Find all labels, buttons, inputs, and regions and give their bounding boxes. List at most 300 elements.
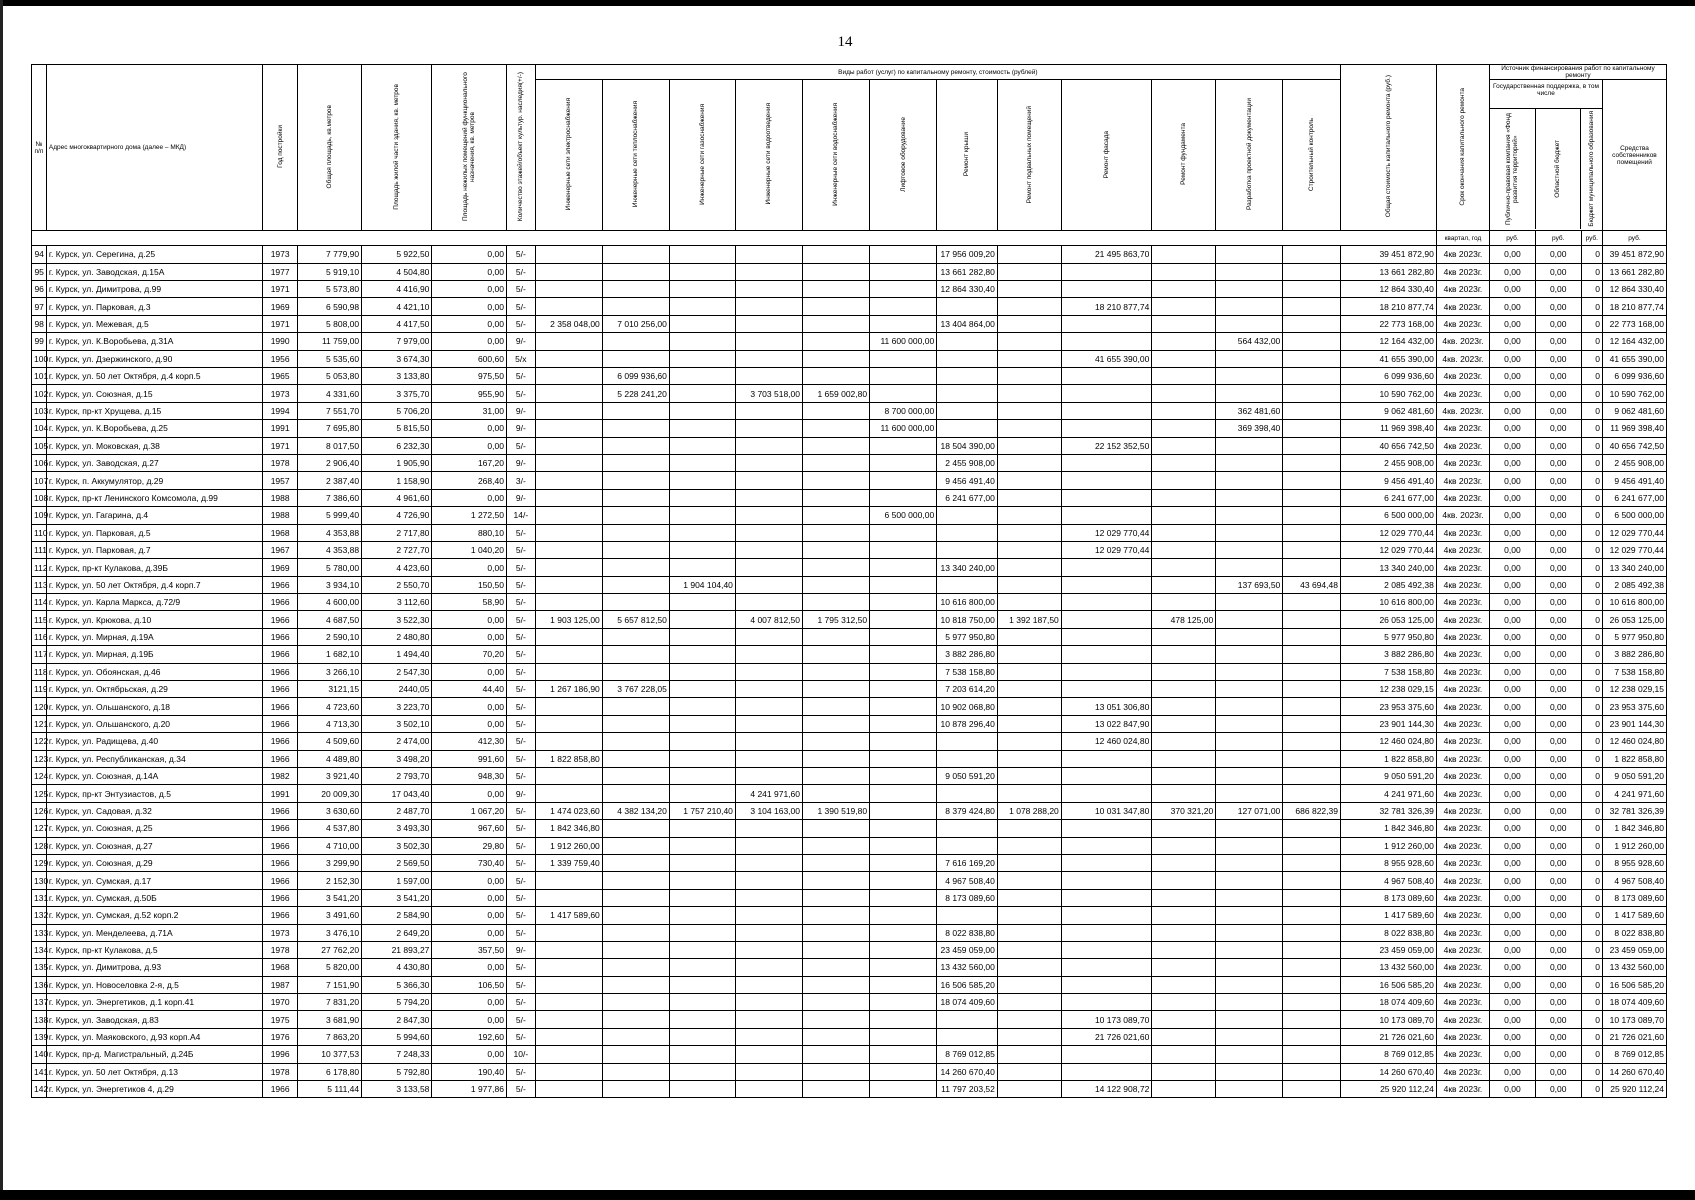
floors-cell: 5/- (506, 1063, 535, 1080)
nonliving-area-cell: 991,60 (432, 750, 507, 767)
work-basement-cell (997, 750, 1061, 767)
fund-cell: 0,00 (1490, 263, 1536, 280)
work-drainage-cell (735, 976, 802, 993)
header-work-drainage: Инженерные сети водоотведения (735, 80, 802, 231)
work-basement-cell (997, 472, 1061, 489)
work-roof-cell: 18 504 390,00 (937, 437, 998, 454)
total-cost-cell: 23 901 144,30 (1340, 715, 1436, 732)
floors-cell: 5/- (506, 681, 535, 698)
work-lift-cell (870, 872, 937, 889)
row-number: 125 (32, 785, 47, 802)
address-cell: г. Курск, ул. Заводская, д.83 (46, 1011, 262, 1028)
deadline-cell: 4кв 2023г. (1436, 768, 1489, 785)
floors-cell: 5/- (506, 889, 535, 906)
address-cell: г. Курск, ул. Республиканская, д.34 (46, 750, 262, 767)
deadline-cell: 4кв 2023г. (1436, 681, 1489, 698)
work-lift-cell (870, 385, 937, 402)
work-gas-cell (669, 507, 735, 524)
owners-cell: 4 967 508,40 (1602, 872, 1666, 889)
work-drainage-cell (735, 507, 802, 524)
work-basement-cell (997, 1046, 1061, 1063)
work-foundation-cell (1152, 1011, 1216, 1028)
work-heating-cell (602, 541, 669, 558)
work-gas-cell (669, 785, 735, 802)
year-cell: 1966 (263, 1081, 298, 1098)
total-area-cell: 3 476,10 (298, 924, 362, 941)
owners-cell: 32 781 326,39 (1602, 802, 1666, 819)
work-drainage-cell (735, 454, 802, 471)
scan-edge-bottom (0, 1190, 1695, 1200)
work-heating-cell (602, 994, 669, 1011)
work-foundation-cell (1152, 420, 1216, 437)
table-body (32, 246, 1667, 1098)
work-basement-cell (997, 646, 1061, 663)
work-drainage-cell (735, 315, 802, 332)
address-cell: г. Курск, ул. Новоселовка 2-я, д.5 (46, 976, 262, 993)
regional-cell: 0,00 (1535, 802, 1581, 819)
total-area-cell: 5 919,10 (298, 263, 362, 280)
table-row (32, 1028, 1667, 1045)
work-lift-cell (870, 768, 937, 785)
work-design-cell (1216, 994, 1283, 1011)
work-foundation-cell (1152, 872, 1216, 889)
work-water-cell (803, 350, 870, 367)
deadline-cell: 4кв 2023г. (1436, 559, 1489, 576)
work-design-cell (1216, 646, 1283, 663)
work-roof-cell: 16 506 585,20 (937, 976, 998, 993)
fund-cell: 0,00 (1490, 698, 1536, 715)
total-area-cell: 3 266,10 (298, 663, 362, 680)
fund-cell: 0,00 (1490, 454, 1536, 471)
address-cell: г. Курск, пр-кт Кулакова, д.39Б (46, 559, 262, 576)
work-control-cell (1283, 628, 1341, 645)
owners-cell: 18 074 409,60 (1602, 994, 1666, 1011)
work-basement-cell (997, 1063, 1061, 1080)
row-number: 112 (32, 559, 47, 576)
table-row (32, 420, 1667, 437)
living-area-cell: 2 847,30 (362, 1011, 432, 1028)
address-cell: г. Курск, ул. Союзная, д.14А (46, 768, 262, 785)
row-number: 140 (32, 1046, 47, 1063)
work-control-cell (1283, 454, 1341, 471)
work-control-cell (1283, 368, 1341, 385)
floors-cell: 5/- (506, 994, 535, 1011)
work-foundation-cell (1152, 785, 1216, 802)
work-gas-cell: 1 757 210,40 (669, 802, 735, 819)
work-lift-cell (870, 350, 937, 367)
work-gas-cell (669, 315, 735, 332)
deadline-cell: 4кв 2023г. (1436, 872, 1489, 889)
total-area-cell: 7 386,60 (298, 489, 362, 506)
year-cell: 1966 (263, 663, 298, 680)
work-control-cell (1283, 333, 1341, 350)
work-electric-cell: 1 822 858,80 (535, 750, 602, 767)
living-area-cell: 5 994,60 (362, 1028, 432, 1045)
work-foundation-cell (1152, 472, 1216, 489)
row-number: 133 (32, 924, 47, 941)
work-design-cell (1216, 489, 1283, 506)
work-design-cell (1216, 907, 1283, 924)
work-control-cell (1283, 541, 1341, 558)
year-cell: 1966 (263, 837, 298, 854)
total-cost-cell: 26 053 125,00 (1340, 611, 1436, 628)
deadline-cell: 4кв 2023г. (1436, 959, 1489, 976)
deadline-cell: 4кв 2023г. (1436, 472, 1489, 489)
work-water-cell (803, 246, 870, 263)
work-electric-cell (535, 350, 602, 367)
fund-cell: 0,00 (1490, 733, 1536, 750)
address-cell: г. Курск, ул. Союзная, д.15 (46, 385, 262, 402)
row-number: 142 (32, 1081, 47, 1098)
municipal-cell: 0 (1581, 333, 1602, 350)
work-electric-cell (535, 524, 602, 541)
fund-cell: 0,00 (1490, 994, 1536, 1011)
municipal-cell: 0 (1581, 959, 1602, 976)
work-foundation-cell (1152, 663, 1216, 680)
work-drainage-cell (735, 524, 802, 541)
regional-cell: 0,00 (1535, 611, 1581, 628)
work-heating-cell (602, 246, 669, 263)
work-electric-cell: 1 842 346,80 (535, 820, 602, 837)
fund-cell: 0,00 (1490, 802, 1536, 819)
total-area-cell: 4 489,80 (298, 750, 362, 767)
deadline-cell: 4кв 2023г. (1436, 785, 1489, 802)
year-cell: 1991 (263, 785, 298, 802)
work-electric-cell (535, 298, 602, 315)
living-area-cell: 1 158,90 (362, 472, 432, 489)
work-lift-cell (870, 576, 937, 593)
deadline-cell: 4кв. 2023г. (1436, 333, 1489, 350)
year-cell: 1973 (263, 385, 298, 402)
floors-cell: 5/- (506, 298, 535, 315)
work-heating-cell (602, 263, 669, 280)
table-row (32, 402, 1667, 419)
deadline-cell: 4кв 2023г. (1436, 454, 1489, 471)
living-area-cell: 3 112,60 (362, 594, 432, 611)
work-control-cell (1283, 663, 1341, 680)
total-area-cell: 4 353,88 (298, 541, 362, 558)
work-electric-cell: 1 339 759,40 (535, 854, 602, 871)
work-foundation-cell (1152, 646, 1216, 663)
total-cost-cell: 3 882 286,80 (1340, 646, 1436, 663)
work-electric-cell (535, 507, 602, 524)
row-number: 101 (32, 368, 47, 385)
table-row (32, 1081, 1667, 1098)
work-facade-cell (1061, 750, 1152, 767)
work-control-cell (1283, 559, 1341, 576)
municipal-cell: 0 (1581, 750, 1602, 767)
work-drainage-cell: 4 007 812,50 (735, 611, 802, 628)
work-facade-cell (1061, 315, 1152, 332)
scan-edge-left (0, 0, 3, 1200)
work-foundation-cell (1152, 889, 1216, 906)
work-roof-cell (937, 368, 998, 385)
work-water-cell (803, 281, 870, 298)
work-foundation-cell (1152, 246, 1216, 263)
work-basement-cell (997, 489, 1061, 506)
work-electric-cell (535, 385, 602, 402)
row-number: 134 (32, 941, 47, 958)
municipal-cell: 0 (1581, 802, 1602, 819)
nonliving-area-cell: 0,00 (432, 889, 507, 906)
work-design-cell (1216, 315, 1283, 332)
nonliving-area-cell: 600,60 (432, 350, 507, 367)
work-control-cell: 43 694,48 (1283, 576, 1341, 593)
owners-cell: 41 655 390,00 (1602, 350, 1666, 367)
work-electric-cell (535, 872, 602, 889)
owners-cell: 40 656 742,50 (1602, 437, 1666, 454)
living-area-cell: 3 375,70 (362, 385, 432, 402)
work-basement-cell (997, 1081, 1061, 1098)
living-area-cell: 2440,05 (362, 681, 432, 698)
owners-cell: 23 901 144,30 (1602, 715, 1666, 732)
owners-cell: 12 029 770,44 (1602, 524, 1666, 541)
work-heating-cell (602, 559, 669, 576)
address-cell: г. Курск, ул. Ольшанского, д.18 (46, 698, 262, 715)
nonliving-area-cell: 29,80 (432, 837, 507, 854)
owners-cell: 26 053 125,00 (1602, 611, 1666, 628)
work-facade-cell: 13 022 847,90 (1061, 715, 1152, 732)
work-facade-cell (1061, 907, 1152, 924)
work-design-cell: 127 071,00 (1216, 802, 1283, 819)
living-area-cell: 3 502,10 (362, 715, 432, 732)
total-area-cell: 5 808,00 (298, 315, 362, 332)
floors-cell: 5/- (506, 715, 535, 732)
living-area-cell: 5 792,80 (362, 1063, 432, 1080)
work-roof-cell (937, 1011, 998, 1028)
work-foundation-cell (1152, 281, 1216, 298)
fund-cell: 0,00 (1490, 959, 1536, 976)
work-roof-cell: 12 864 330,40 (937, 281, 998, 298)
municipal-cell: 0 (1581, 698, 1602, 715)
municipal-cell: 0 (1581, 1011, 1602, 1028)
work-water-cell: 1 390 519,80 (803, 802, 870, 819)
deadline-cell: 4кв 2023г. (1436, 524, 1489, 541)
table-row (32, 541, 1667, 558)
total-area-cell: 5 780,00 (298, 559, 362, 576)
work-roof-cell (937, 837, 998, 854)
municipal-cell: 0 (1581, 681, 1602, 698)
work-drainage-cell (735, 663, 802, 680)
header-state-support-cols (1490, 109, 1602, 229)
year-cell: 1966 (263, 820, 298, 837)
work-lift-cell (870, 524, 937, 541)
unit-municipal: руб. (1581, 231, 1602, 246)
work-design-cell (1216, 733, 1283, 750)
work-water-cell: 1 795 312,50 (803, 611, 870, 628)
work-drainage-cell (735, 854, 802, 871)
year-cell: 1966 (263, 715, 298, 732)
work-lift-cell (870, 750, 937, 767)
work-drainage-cell (735, 698, 802, 715)
work-lift-cell (870, 681, 937, 698)
work-lift-cell (870, 315, 937, 332)
work-control-cell (1283, 820, 1341, 837)
address-cell: г. Курск, ул. Моковская, д.38 (46, 437, 262, 454)
regional-cell: 0,00 (1535, 1011, 1581, 1028)
row-number: 104 (32, 420, 47, 437)
work-gas-cell (669, 663, 735, 680)
deadline-cell: 4кв 2023г. (1436, 889, 1489, 906)
work-roof-cell: 8 379 424,80 (937, 802, 998, 819)
row-number: 135 (32, 959, 47, 976)
row-number: 96 (32, 281, 47, 298)
work-basement-cell (997, 854, 1061, 871)
nonliving-area-cell: 357,50 (432, 941, 507, 958)
nonliving-area-cell: 975,50 (432, 368, 507, 385)
row-number: 130 (32, 872, 47, 889)
work-roof-cell: 5 977 950,80 (937, 628, 998, 645)
work-foundation-cell (1152, 1028, 1216, 1045)
deadline-cell: 4кв 2023г. (1436, 315, 1489, 332)
work-basement-cell: 1 392 187,50 (997, 611, 1061, 628)
total-area-cell: 4 600,00 (298, 594, 362, 611)
nonliving-area-cell: 955,90 (432, 385, 507, 402)
work-facade-cell (1061, 385, 1152, 402)
work-roof-cell (937, 785, 998, 802)
living-area-cell: 3 133,58 (362, 1081, 432, 1098)
work-gas-cell (669, 733, 735, 750)
row-number: 122 (32, 733, 47, 750)
municipal-cell: 0 (1581, 646, 1602, 663)
work-drainage-cell (735, 1081, 802, 1098)
row-number: 103 (32, 402, 47, 419)
work-design-cell (1216, 854, 1283, 871)
total-area-cell: 5 999,40 (298, 507, 362, 524)
municipal-cell: 0 (1581, 872, 1602, 889)
work-drainage-cell (735, 472, 802, 489)
address-cell: г. Курск, ул. Союзная, д.27 (46, 837, 262, 854)
owners-cell: 9 062 481,60 (1602, 402, 1666, 419)
table-row (32, 263, 1667, 280)
municipal-cell: 0 (1581, 924, 1602, 941)
work-control-cell (1283, 959, 1341, 976)
work-lift-cell (870, 1046, 937, 1063)
work-roof-cell: 8 022 838,80 (937, 924, 998, 941)
work-electric-cell (535, 994, 602, 1011)
work-gas-cell (669, 750, 735, 767)
work-heating-cell (602, 646, 669, 663)
header-work-lift: Лифтовое оборудование (870, 80, 937, 231)
deadline-cell: 4кв 2023г. (1436, 715, 1489, 732)
floors-cell: 10/- (506, 1046, 535, 1063)
work-drainage-cell (735, 837, 802, 854)
header-works-group: Виды работ (услуг) по капитальному ремонту, стоимость (рублей) (535, 65, 1340, 80)
work-drainage-cell (735, 733, 802, 750)
deadline-cell: 4кв 2023г. (1436, 924, 1489, 941)
work-foundation-cell (1152, 715, 1216, 732)
municipal-cell: 0 (1581, 889, 1602, 906)
work-facade-cell (1061, 768, 1152, 785)
work-roof-cell (937, 350, 998, 367)
work-design-cell (1216, 750, 1283, 767)
floors-cell: 5/- (506, 976, 535, 993)
work-roof-cell (937, 820, 998, 837)
address-cell: г. Курск, ул. Крюкова, д.10 (46, 611, 262, 628)
total-area-cell: 5 573,80 (298, 281, 362, 298)
work-water-cell (803, 489, 870, 506)
work-gas-cell (669, 559, 735, 576)
regional-cell: 0,00 (1535, 559, 1581, 576)
work-roof-cell (937, 507, 998, 524)
floors-cell: 5/- (506, 924, 535, 941)
year-cell: 1966 (263, 681, 298, 698)
year-cell: 1982 (263, 768, 298, 785)
regional-cell: 0,00 (1535, 907, 1581, 924)
year-cell: 1971 (263, 281, 298, 298)
work-design-cell (1216, 628, 1283, 645)
work-gas-cell (669, 541, 735, 558)
work-roof-cell: 8 173 089,60 (937, 889, 998, 906)
work-electric-cell (535, 263, 602, 280)
regional-cell: 0,00 (1535, 715, 1581, 732)
year-cell: 1996 (263, 1046, 298, 1063)
table-row (32, 333, 1667, 350)
work-basement-cell (997, 524, 1061, 541)
year-cell: 1966 (263, 698, 298, 715)
work-basement-cell (997, 350, 1061, 367)
work-roof-cell: 10 878 296,40 (937, 715, 998, 732)
work-water-cell (803, 368, 870, 385)
table-row (32, 594, 1667, 611)
header-work-facade: Ремонт фасада (1061, 80, 1152, 231)
work-drainage-cell (735, 872, 802, 889)
work-foundation-cell (1152, 524, 1216, 541)
regional-cell: 0,00 (1535, 576, 1581, 593)
address-cell: г. Курск, ул. 50 лет Октября, д.4 корп.5 (46, 368, 262, 385)
total-cost-cell: 10 173 089,70 (1340, 1011, 1436, 1028)
year-cell: 1966 (263, 854, 298, 871)
work-drainage-cell (735, 333, 802, 350)
floors-cell: 9/- (506, 333, 535, 350)
living-area-cell: 4 504,80 (362, 263, 432, 280)
work-gas-cell (669, 420, 735, 437)
work-electric-cell: 1 903 125,00 (535, 611, 602, 628)
work-roof-cell: 7 616 169,20 (937, 854, 998, 871)
owners-cell: 8 955 928,60 (1602, 854, 1666, 871)
work-control-cell (1283, 350, 1341, 367)
work-drainage-cell (735, 750, 802, 767)
work-control-cell (1283, 924, 1341, 941)
work-drainage-cell (735, 1028, 802, 1045)
total-cost-cell: 9 456 491,40 (1340, 472, 1436, 489)
fund-cell: 0,00 (1490, 785, 1536, 802)
work-water-cell (803, 437, 870, 454)
address-cell: г. Курск, ул. Заводская, д.27 (46, 454, 262, 471)
work-heating-cell: 5 228 241,20 (602, 385, 669, 402)
work-drainage-cell: 3 703 518,00 (735, 385, 802, 402)
work-gas-cell (669, 611, 735, 628)
municipal-cell: 0 (1581, 941, 1602, 958)
work-basement-cell (997, 681, 1061, 698)
nonliving-area-cell: 0,00 (432, 907, 507, 924)
work-control-cell (1283, 889, 1341, 906)
scan-edge-top (0, 0, 1695, 6)
work-water-cell (803, 994, 870, 1011)
work-foundation-cell (1152, 837, 1216, 854)
table-row (32, 733, 1667, 750)
work-facade-cell (1061, 1063, 1152, 1080)
regional-cell: 0,00 (1535, 1081, 1581, 1098)
row-number: 136 (32, 976, 47, 993)
work-lift-cell (870, 437, 937, 454)
nonliving-area-cell: 70,20 (432, 646, 507, 663)
floors-cell: 9/- (506, 454, 535, 471)
work-basement-cell (997, 246, 1061, 263)
owners-cell: 16 506 585,20 (1602, 976, 1666, 993)
nonliving-area-cell: 0,00 (432, 489, 507, 506)
work-design-cell (1216, 1063, 1283, 1080)
